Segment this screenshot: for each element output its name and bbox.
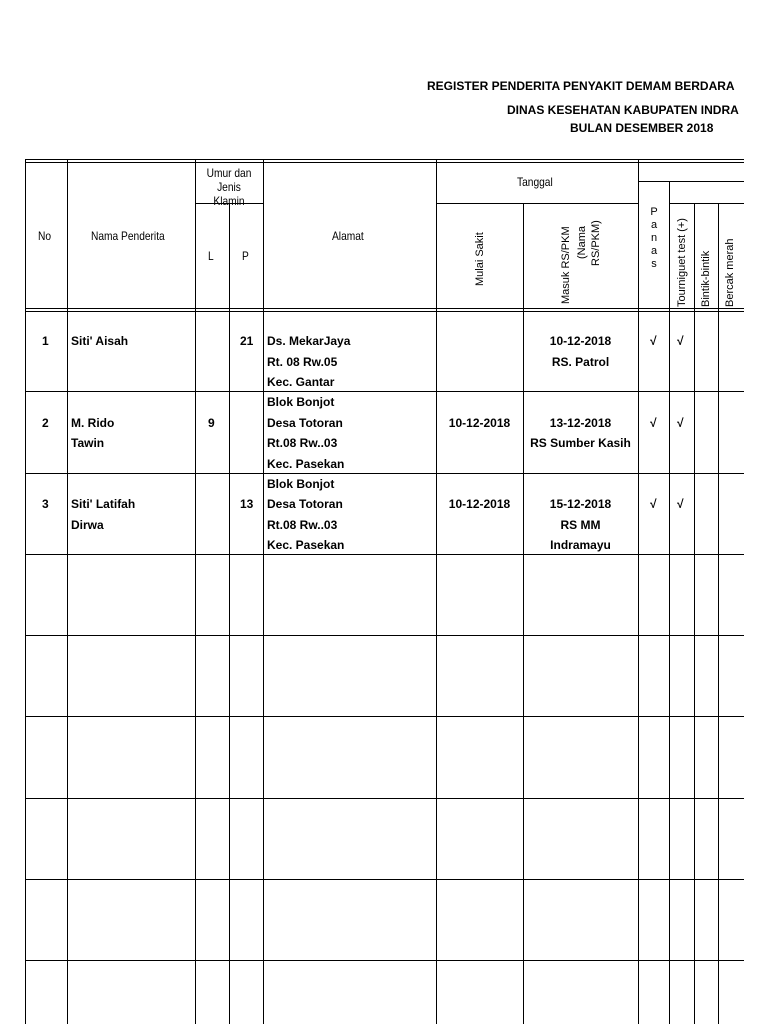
row1-alamat-line3: Kec. Gantar xyxy=(267,375,335,389)
row2-nama-line2: Tawin xyxy=(71,436,105,450)
row1-tourniquet-check: √ xyxy=(677,334,684,348)
row3-p: 13 xyxy=(240,497,254,511)
header-umur-line2: Jenis Klamin xyxy=(213,180,245,208)
row1-masuk-date: 10-12-2018 xyxy=(549,334,612,348)
row2-nama-line1: M. Rido xyxy=(71,416,115,430)
header-p: P xyxy=(242,249,249,263)
header-panas-a2: a xyxy=(650,245,658,257)
header-bintik: Bintik-bintik xyxy=(700,250,712,307)
row3-masuk-place-line2: Indramayu xyxy=(550,538,611,552)
row2-tourniquet-check: √ xyxy=(677,416,684,430)
header-panas-a1: a xyxy=(650,219,658,231)
row1-nama: Siti' Aisah xyxy=(71,334,129,348)
header-tanggal: Tanggal xyxy=(517,175,553,189)
row3-nama-line2: Dirwa xyxy=(71,518,104,532)
header-alamat: Alamat xyxy=(332,229,364,243)
header-mulai-sakit: Mulai Sakit xyxy=(474,232,486,286)
row2-mulai: 10-12-2018 xyxy=(448,416,511,430)
header-bercak: Bercak merah xyxy=(724,238,736,307)
row2-no: 2 xyxy=(42,416,49,430)
row3-alamat-line1: Blok Bonjot xyxy=(267,477,335,491)
row3-alamat-line3: Rt.08 Rw..03 xyxy=(267,518,338,532)
document-period: BULAN DESEMBER 2018 xyxy=(570,121,714,135)
row3-masuk-place-line1: RS MM xyxy=(560,518,601,532)
header-tourniquet: Tourniguet test (+) xyxy=(676,218,688,307)
row3-mulai: 10-12-2018 xyxy=(448,497,511,511)
header-umur xyxy=(195,166,263,208)
row1-p: 21 xyxy=(240,334,254,348)
row3-nama-line1: Siti' Latifah xyxy=(71,497,136,511)
row2-l: 9 xyxy=(208,416,215,430)
row1-masuk-place: RS. Patrol xyxy=(551,355,610,369)
row1-panas-check: √ xyxy=(650,334,657,348)
row3-tourniquet-check: √ xyxy=(677,497,684,511)
header-masuk-line2: (Nama xyxy=(576,225,588,259)
header-nama-penderita: Nama Penderita xyxy=(91,229,165,243)
row2-masuk-date: 13-12-2018 xyxy=(549,416,612,430)
header-masuk-line1: Masuk RS/PKM xyxy=(560,226,572,304)
document-title: REGISTER PENDERITA PENYAKIT DEMAM BERDARA xyxy=(427,79,735,93)
row2-panas-check: √ xyxy=(650,416,657,430)
header-no: No xyxy=(38,229,52,243)
row3-alamat-line4: Kec. Pasekan xyxy=(267,538,345,552)
row2-alamat-line3: Rt.08 Rw..03 xyxy=(267,436,338,450)
document-subtitle: DINAS KESEHATAN KABUPATEN INDRA xyxy=(507,103,739,117)
header-panas xyxy=(647,206,661,271)
header-panas-p: P xyxy=(650,206,658,218)
row1-alamat-line2: Rt. 08 Rw.05 xyxy=(267,355,338,369)
row1-alamat-line1: Ds. MekarJaya xyxy=(267,334,351,348)
header-umur-line1: Umur dan xyxy=(206,166,252,180)
header-panas-n: n xyxy=(650,232,658,244)
row2-alamat-line2: Desa Totoran xyxy=(267,416,343,430)
header-l: L xyxy=(208,249,214,263)
row3-no: 3 xyxy=(42,497,49,511)
header-masuk-line3: RS/PKM) xyxy=(590,220,602,266)
row2-alamat-line4: Kec. Pasekan xyxy=(267,457,345,471)
header-panas-s: s xyxy=(651,258,657,270)
row2-masuk-place: RS Sumber Kasih xyxy=(530,436,631,450)
row3-masuk-date: 15-12-2018 xyxy=(549,497,612,511)
row3-panas-check: √ xyxy=(650,497,657,511)
row3-alamat-line2: Desa Totoran xyxy=(267,497,343,511)
row1-no: 1 xyxy=(42,334,49,348)
row2-alamat-line1: Blok Bonjot xyxy=(267,395,335,409)
